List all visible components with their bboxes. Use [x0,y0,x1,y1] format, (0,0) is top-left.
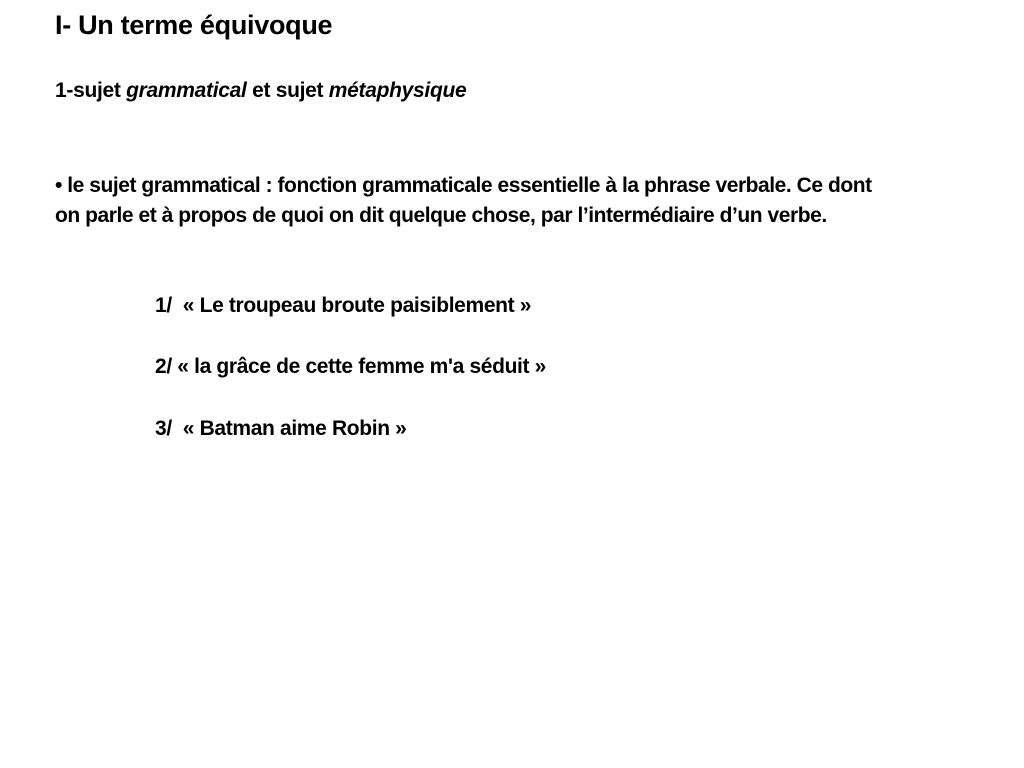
subtitle-italic-metaphysique: métaphysique [328,79,467,102]
subtitle-italic-grammatical: grammatical [126,79,247,102]
slide-title: I- Un terme équivoque [55,10,333,40]
slide-subtitle [55,79,466,103]
bullet-line-1: • le sujet grammatical : fonction grammaticale essentielle à la phrase verbale. Ce dont [55,174,872,197]
subtitle-part1: 1-sujet [55,79,127,102]
bullet-line-2: on parle et à propos de quoi on dit quelque chose, par l’intermédiaire d’un verbe. [55,204,827,227]
example-3: 3/ « Batman aime Robin » [155,417,407,440]
example-2: 2/ « la grâce de cette femme m'a séduit » [155,355,546,378]
example-1: 1/ « Le troupeau broute paisiblement » [155,294,532,317]
bullet-paragraph [55,171,985,231]
subtitle-part2: et sujet [246,79,329,102]
